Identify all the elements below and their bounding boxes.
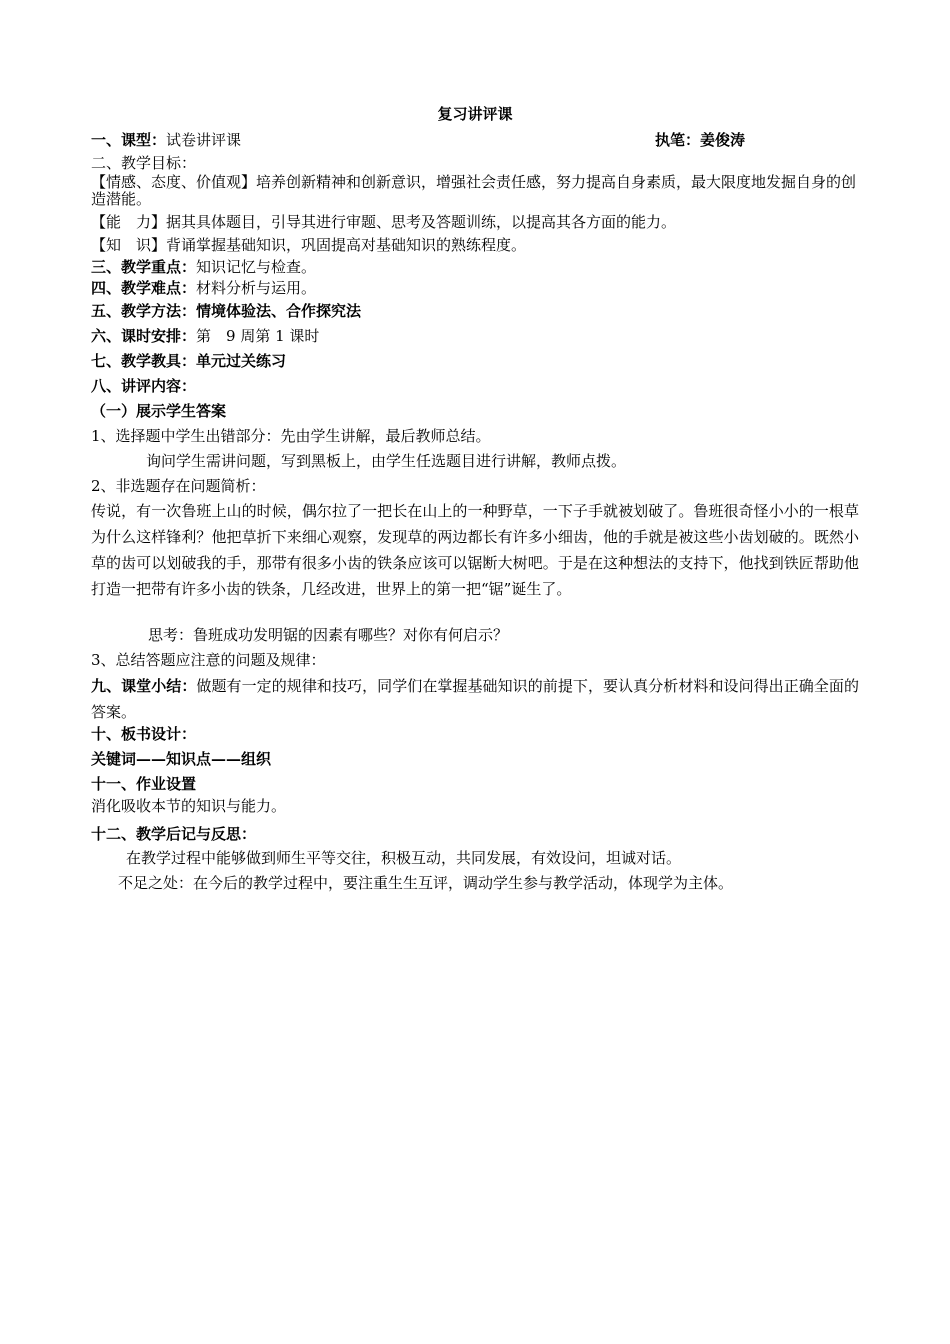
author-label: 执笔： (655, 131, 701, 149)
content-item1-detail: 询问学生需讲问题，写到黑板上，由学生任选题目进行讲解，教师点拨。 (146, 452, 627, 470)
difficulty-text: 材料分析与运用。 (196, 279, 317, 297)
reflection-line1: 在教学过程中能够做到师生平等交往，积极互动，共同发展，有效设问，坦诚对话。 (126, 849, 682, 867)
reflection-heading: 十二、教学后记与反思： (91, 825, 257, 843)
author-value: 姜俊涛 (700, 131, 746, 149)
homework-text: 消化吸收本节的知识与能力。 (91, 797, 287, 815)
difficulty-label: 四、教学难点： (91, 279, 197, 297)
goal-emotion-text: 培养创新精神和创新意识，增强社会责任感，努力提高自身素质，最大限度地发掘自身的创造潜能。 (91, 173, 857, 208)
summary-label: 九、课堂小结： (91, 677, 197, 695)
goal-ability-label: 【能 力】 (91, 213, 167, 231)
tools-text: 单元过关练习 (196, 352, 287, 370)
summary-paragraph (91, 673, 859, 725)
method-label: 五、教学方法： (91, 302, 197, 320)
method-text: 情境体验法、合作探究法 (196, 302, 362, 320)
content-heading: 八、讲评内容： (91, 377, 197, 395)
goals-heading: 二、教学目标： (91, 154, 197, 172)
tools-label: 七、教学教具： (91, 352, 197, 370)
key-points-text: 知识记忆与检查。 (196, 258, 317, 276)
method-line (91, 301, 871, 321)
content-sub1: （一）展示学生答案 (91, 402, 227, 420)
content-item2: 2、非选题存在问题简析： (91, 477, 266, 495)
lesson-type-label: 一、课型： (91, 131, 167, 149)
story-paragraph: 传说，有一次鲁班上山的时候，偶尔拉了一把长在山上的一种野草，一下子手就被划破了。鲁班很奇怪小小的一根草为什么这样锋利？他把草折下来细心观察，发现草的两边都长有许多小细齿，他的手就是被这些小齿划破的。既然小草的齿可以划破我的手，那带有很多小齿的铁条应该可以锯断大树吧。于是在这种想法的支持下，他找到铁匠帮助他打造一把带有许多小齿的铁条，几经改进，世界上的第一把“锯”诞生了。 (91, 502, 859, 598)
document-title: 复习讲评课 (437, 105, 513, 123)
schedule-line (91, 326, 871, 346)
goal-emotion-label: 【情感、态度、价值观】 (91, 173, 257, 191)
content-item1: 1、选择题中学生出错部分：先由学生讲解，最后教师总结。 (91, 427, 491, 445)
tools-line (91, 351, 871, 371)
goal-emotion (91, 174, 861, 208)
homework-heading: 十一、作业设置 (91, 775, 197, 793)
goal-knowledge (91, 235, 871, 255)
content-item3: 3、总结答题应注意的问题及规律： (91, 651, 326, 669)
think-question: 思考：鲁班成功发明锯的因素有哪些？对你有何启示？ (148, 626, 509, 644)
board-heading: 十、板书设计： (91, 725, 197, 743)
lesson-type-value: 试卷讲评课 (166, 131, 242, 149)
reflection-line2: 不足之处：在今后的教学过程中，要注重生生互评，调动学生参与教学活动，体现学为主体。 (118, 874, 734, 892)
author-line (655, 130, 745, 150)
key-points-label: 三、教学重点： (91, 258, 197, 276)
goal-knowledge-label: 【知 识】 (91, 236, 167, 254)
board-text: 关键词——知识点——组织 (91, 750, 272, 768)
schedule-text: 第 9 周第 1 课时 (196, 327, 320, 345)
difficulty-line (91, 278, 871, 298)
goal-ability (91, 212, 871, 232)
summary-text: 做题有一定的规律和技巧，同学们在掌握基础知识的前提下，要认真分析材料和设问得出正确全面的答案。 (91, 677, 859, 721)
schedule-label: 六、课时安排： (91, 327, 197, 345)
goal-knowledge-text: 背诵掌握基础知识，巩固提高对基础知识的熟练程度。 (166, 236, 527, 254)
lesson-type-line (91, 130, 871, 150)
key-points-line (91, 257, 871, 277)
goal-ability-text: 据其具体题目，引导其进行审题、思考及答题训练，以提高其各方面的能力。 (166, 213, 677, 231)
